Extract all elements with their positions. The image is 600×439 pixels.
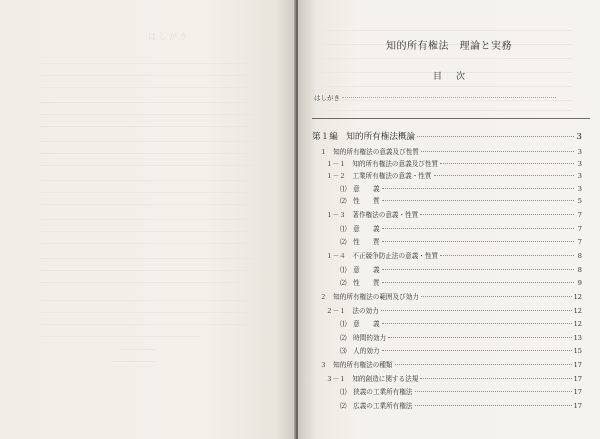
toc-entry [312,291,582,301]
toc-entry-label: ２ 知的所有権法の範囲及び効力 [320,293,419,301]
toc-entry-page: 13 [573,334,582,342]
toc-dot-leader [381,310,572,311]
toc-entry [312,345,582,355]
toc-entry-page: 8 [577,252,582,260]
toc-entry-label: ⑵ 性 質 [340,279,380,287]
toc-entry [312,318,582,328]
toc-entry [312,277,582,287]
toc-entry-page: 9 [577,279,582,287]
toc-entry-label: ⑴ 意 義 [340,266,380,274]
toc-entry [312,209,582,219]
toc-entry-label: 第１編 知的所有権法概論 [312,132,416,142]
toc-entry [312,183,582,193]
toc-dot-leader [382,269,574,270]
toc-entry [312,305,582,315]
preface-leader [342,97,556,98]
toc-entry [312,386,582,396]
toc-entry-page: 17 [573,402,582,410]
toc-entry-label: ⑵ 時間的効力 [340,334,387,342]
toc-entry [312,359,582,369]
toc-entry-label: １－３ 著作権法の意義・性質 [326,211,419,219]
toc-entry-label: ⑵ 性 質 [340,197,380,205]
toc-entry-label: ⑴ 狭義の工業所有権法 [340,388,413,396]
toc-entry [312,400,582,410]
toc-entry-page: 17 [573,375,582,383]
toc-entry [312,373,582,383]
toc-entry-page: 15 [573,347,582,355]
toc-entry-label: １－１ 知的所有権法の意義及び性質 [326,160,439,168]
toc-entry-label: １ 知的所有権法の意義及び性質 [320,148,419,156]
toc-dot-leader [420,214,574,215]
toc-entry-page: 3 [577,172,582,180]
toc-dot-leader [382,350,572,351]
toc-dot-leader [395,364,572,365]
toc-entry-label: ⑵ 広義の工業所有権法 [340,402,413,410]
toc-dot-leader [388,337,571,338]
toc-entry [312,223,582,233]
toc-entry [312,158,582,168]
book-title: 知的所有権法 理論と実務 [386,41,512,52]
toc-entry [312,130,582,142]
right-page [298,0,600,439]
toc-entry-page: 3 [576,132,582,142]
toc-dot-leader [415,391,572,392]
toc-dot-leader [421,151,574,152]
toc-entry-label: ３ 知的所有権法の種類 [320,361,393,369]
toc-entry-page: 12 [573,320,582,328]
toc-entry-page: 17 [573,361,582,369]
toc-entry-label: ⑴ 意 義 [340,185,380,193]
toc-dot-leader [382,228,574,229]
toc-entry [312,170,582,180]
toc-entry [312,195,582,205]
contents-heading: 目次 [432,72,479,82]
toc-entry-page: 7 [577,225,582,233]
toc-entry-page: 3 [577,148,582,156]
left-page: は し が き [0,0,296,439]
preface-entry: はしがき [314,94,340,102]
toc-entry [312,146,582,156]
toc-entry-page: 8 [577,266,582,274]
toc-dot-leader [421,296,572,297]
toc-dot-leader [382,241,574,242]
toc-dot-leader [434,175,575,176]
toc-entry-label: ３－１ 知的創造に関する法規 [326,375,419,383]
toc-entry-label: ⑴ 意 義 [340,320,380,328]
toc-entry-page: 3 [577,160,582,168]
toc-entry-label: ⑵ 性 質 [340,238,380,246]
toc-entry-label: １－２ 工業所有権法の意義・性質 [326,172,432,180]
toc-dot-leader [420,378,571,379]
toc-entry [312,332,582,342]
toc-entry [312,264,582,274]
toc-entry-label: １－４ 不正競争防止法の意義・性質 [326,252,439,260]
toc-entry-page: 3 [577,185,582,193]
toc-dot-leader [382,323,572,324]
toc-dot-leader [440,255,574,256]
toc-entry-page: 17 [573,388,582,396]
toc-dot-leader [382,200,574,201]
toc-entry-page: 7 [577,238,582,246]
section-rule [312,118,590,119]
toc-entry [312,250,582,260]
toc-entry [312,236,582,246]
toc-dot-leader [440,163,574,164]
toc-entry-page: 5 [577,197,582,205]
toc-entry-page: 12 [573,293,582,301]
toc-entry-label: ２－１ 法の効力 [326,307,379,315]
toc-entry-label: ⑶ 人的効力 [340,347,380,355]
toc-dot-leader [382,282,574,283]
toc-entry-page: 7 [577,211,582,219]
toc-dot-leader [417,136,574,137]
toc-dot-leader [415,405,572,406]
toc-dot-leader [382,188,574,189]
toc-entry-label: ⑴ 意 義 [340,225,380,233]
toc-entry-page: 12 [573,307,582,315]
